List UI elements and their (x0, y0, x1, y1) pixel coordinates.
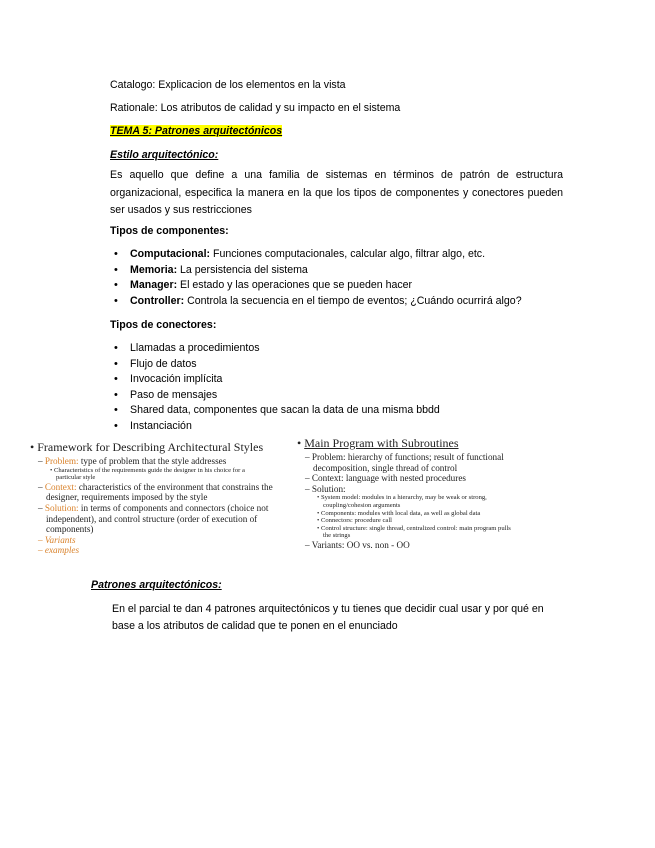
component-term: Manager: (130, 279, 178, 291)
bullet-icon: • (114, 419, 118, 432)
context-text: designer, requirements imposed by the style (46, 492, 208, 503)
conectores-heading: Tipos de conectores: (110, 319, 217, 331)
solution-label: Solution: (44, 502, 79, 513)
bullet-icon: • (114, 294, 118, 307)
component-term: Memoria: (130, 263, 178, 276)
bullet-icon: • (114, 263, 118, 276)
componentes-list (110, 247, 522, 309)
context-text: Context: language with nested procedures (311, 473, 466, 484)
solution-text: System model: modules in a hierarchy, may be weak or strong, (320, 494, 487, 502)
estilo-heading (110, 148, 218, 162)
problem-text: type of problem that the style addresses (78, 456, 227, 466)
variants-label: Variants (44, 534, 76, 545)
tema-heading (110, 124, 282, 138)
solution-item: • Control structure: single thread, centralized control: main program pulls (317, 524, 511, 532)
solution-item: • Components: modules with local data, as well as global data (317, 509, 481, 517)
estilo-definition: Es aquello que define a una familia de sistemas en términos de patrón de estructura organizacional, especifica la manera en la que los tipos de componentes y conectores pueden ser usados y sus restricciones (110, 169, 563, 216)
slide-right-solution: – Solution: (305, 483, 346, 494)
list-item (110, 341, 440, 357)
bullet-icon: • (114, 279, 118, 291)
bullet-icon: • (114, 248, 118, 260)
bullet-icon: • (114, 342, 118, 354)
connector-label: Invocación implícita (130, 373, 223, 385)
slide-right-title-text: Main Program with Subroutines (304, 436, 459, 450)
solution-item: • System model: modules in a hierarchy, may be weak or strong, (317, 494, 487, 502)
list-item (110, 263, 522, 279)
connector-label: Llamadas a procedimientos (130, 342, 260, 354)
slide-right-title: • Main Program with Subroutines (297, 436, 459, 450)
context-label: Context: (44, 481, 77, 492)
list-item (110, 294, 522, 310)
component-desc: Controla la secuencia en el tiempo de eventos; ¿Cuándo ocurrirá algo? (184, 294, 522, 307)
solution-text: independent), and control structure (order of execution of (46, 513, 258, 524)
slide-right-context: – Context: language with nested procedures (305, 473, 466, 484)
rationale-line: Rationale: Los atributos de calidad y su impacto en el sistema (110, 102, 401, 114)
problem-text: decomposition, single thread of control (313, 462, 458, 473)
list-item (110, 357, 440, 373)
solution-text: Connectors: procedure call (320, 517, 393, 525)
list-item (110, 247, 522, 263)
connector-label: Flujo de datos (130, 357, 197, 370)
slide-left-solution: – Solution: in terms of components and connectors (choice not (38, 502, 269, 513)
estilo-heading-text: Estilo arquitectónico: (110, 149, 219, 161)
slide-right-problem: – Problem: hierarchy of functions; result of functional (305, 452, 504, 462)
slide-left-title: • Framework for Describing Architectural Styles (30, 440, 264, 454)
solution-text: in terms of components and connectors (choice not (78, 502, 269, 513)
connector-label: Paso de mensajes (130, 388, 218, 401)
slide-main-program-image (297, 436, 597, 571)
component-desc: Funciones computacionales, calcular algo, filtrar algo, etc. (210, 248, 486, 260)
component-desc: El estado y las operaciones que se pueden hacer (177, 279, 413, 291)
solution-text: coupling/cohesion arguments (323, 501, 401, 509)
component-desc: La persistencia del sistema (177, 263, 308, 276)
catalogo-line: Catalogo: Explicacion de los elementos en la vista (110, 79, 346, 91)
component-term: Controller: (130, 294, 185, 307)
connector-label: Shared data, componentes que sacan la data de una misma bbdd (130, 404, 440, 416)
slide-left-context: – Context: characteristics of the environment that constrains the (38, 481, 273, 492)
slide-right-variants: – Variants: OO vs. non - OO (305, 539, 410, 550)
problem-text: Problem: hierarchy of functions; result of functional (311, 452, 504, 462)
solution-text: Components: modules with local data, as well as global data (320, 509, 481, 517)
bullet-icon: • (114, 404, 118, 416)
problem-sub-line: particular style (56, 474, 96, 482)
tema-title: TEMA 5: Patrones arquitectónicos (110, 125, 283, 137)
problem-sub-line: Characteristics of the requirements guide the designer in his choice for a (53, 466, 245, 474)
examples-label: examples (44, 545, 80, 556)
patrones-text: En el parcial te dan 4 patrones arquitectónicos y tu tienes que decidir cual usar y por qué en base a los atributos de calidad que te ponen en el enunciado (112, 603, 544, 632)
list-item (110, 278, 522, 294)
slide-left-problem: – Problem: type of problem that the style addresses (38, 456, 227, 466)
slide-left-title-text: Framework for Describing Architectural Styles (37, 440, 264, 454)
variants-text: Variants: OO vs. non - OO (311, 539, 410, 550)
solution-text: Control structure: single thread, centralized control: main program pulls (320, 524, 511, 532)
context-text: characteristics of the environment that constrains the (76, 481, 273, 492)
slide-left-problem-sub: • Characteristics of the requirements guide the designer in his choice for a (50, 466, 245, 474)
bullet-icon: • (114, 357, 118, 370)
slide-left-variants: – Variants (38, 534, 76, 545)
component-term: Computacional: (130, 248, 211, 260)
bullet-icon: • (114, 373, 118, 385)
bullet-icon: • (114, 388, 118, 401)
solution-text: components) (46, 524, 94, 535)
list-item (110, 403, 440, 419)
solution-item: • Connectors: procedure call (317, 517, 393, 525)
componentes-heading: Tipos de componentes: (110, 225, 229, 237)
slide-left-examples: – examples (38, 545, 80, 556)
solution-text: the strings (323, 532, 351, 540)
list-item (110, 388, 440, 404)
connector-label: Instanciación (130, 419, 192, 432)
list-item (110, 419, 440, 435)
patrones-heading-text: Patrones arquitectónicos: (91, 579, 222, 591)
patrones-heading (91, 578, 222, 592)
solution-label: Solution: (311, 483, 346, 494)
list-item (110, 372, 440, 388)
conectores-list (110, 341, 440, 434)
problem-label: Problem: (44, 456, 79, 466)
slide-framework-image (30, 440, 292, 570)
